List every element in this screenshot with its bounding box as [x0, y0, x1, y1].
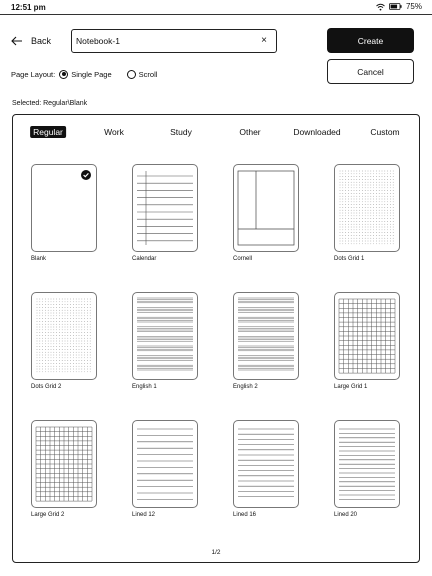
single-page-radio[interactable]: [59, 70, 111, 79]
template-label: Lined 12: [132, 512, 156, 518]
clear-icon[interactable]: ×: [261, 35, 267, 46]
template-label: Blank: [31, 256, 47, 262]
template-thumbnail: [233, 420, 299, 508]
checkmark-icon: [81, 170, 91, 180]
notebook-name-field[interactable]: [71, 29, 277, 53]
template-label: Dots Grid 2: [31, 384, 62, 390]
radio-unselected-icon: [127, 70, 136, 79]
template-thumbnail: [334, 420, 400, 508]
tab-study[interactable]: Study: [170, 127, 192, 137]
page-layout-row: [11, 68, 157, 80]
template-thumbnail: [233, 164, 299, 252]
template-label: English 1: [132, 384, 157, 390]
status-indicators: [376, 2, 422, 11]
template-label: Cornell: [233, 256, 253, 262]
create-button[interactable]: Create: [327, 28, 414, 53]
template-label: Dots Grid 1: [334, 256, 365, 262]
template-label: Calendar: [132, 256, 157, 262]
selected-template-text: Selected: Regular\Blank: [12, 100, 88, 107]
template-tabs: [13, 115, 419, 145]
template-thumbnail: [31, 420, 97, 508]
template-panel: [12, 114, 420, 563]
template-thumbnail: [334, 292, 400, 380]
tab-other[interactable]: Other: [239, 127, 261, 137]
template-thumbnail: [233, 292, 299, 380]
template-label: Large Grid 1: [334, 384, 368, 390]
cancel-button[interactable]: Cancel: [327, 59, 414, 84]
template-thumbnail: [31, 164, 97, 252]
back-button[interactable]: [11, 34, 51, 48]
status-bar: [0, 0, 432, 14]
template-label: Large Grid 2: [31, 512, 65, 518]
template-thumbnail: [31, 292, 97, 380]
template-label: English 2: [233, 384, 258, 390]
status-time: 12:51 pm: [11, 3, 46, 12]
template-label: Lined 20: [334, 512, 358, 518]
tab-downloaded[interactable]: Downloaded: [293, 127, 341, 137]
template-label: Lined 16: [233, 512, 257, 518]
back-label: Back: [31, 36, 52, 46]
status-divider: [0, 14, 432, 15]
tab-custom[interactable]: Custom: [370, 127, 400, 137]
template-thumbnail: [334, 164, 400, 252]
template-thumbnail: [132, 164, 198, 252]
back-arrow-icon: [11, 36, 23, 46]
wifi-icon: [376, 3, 385, 11]
template-thumbnail: [132, 292, 198, 380]
page-layout-label: Page Layout:: [11, 69, 56, 79]
radio-selected-icon: [59, 70, 68, 79]
page-indicator: 1/2: [211, 549, 221, 556]
tab-regular[interactable]: Regular: [30, 126, 66, 138]
scroll-radio[interactable]: [127, 70, 158, 79]
battery-icon: [389, 3, 402, 10]
scroll-label: Scroll: [138, 69, 158, 79]
tab-work[interactable]: Work: [104, 127, 124, 137]
battery-level: 75%: [405, 2, 422, 11]
template-thumbnail: [132, 420, 198, 508]
single-page-label: Single Page: [71, 69, 112, 79]
notebook-name-input[interactable]: [76, 33, 246, 49]
